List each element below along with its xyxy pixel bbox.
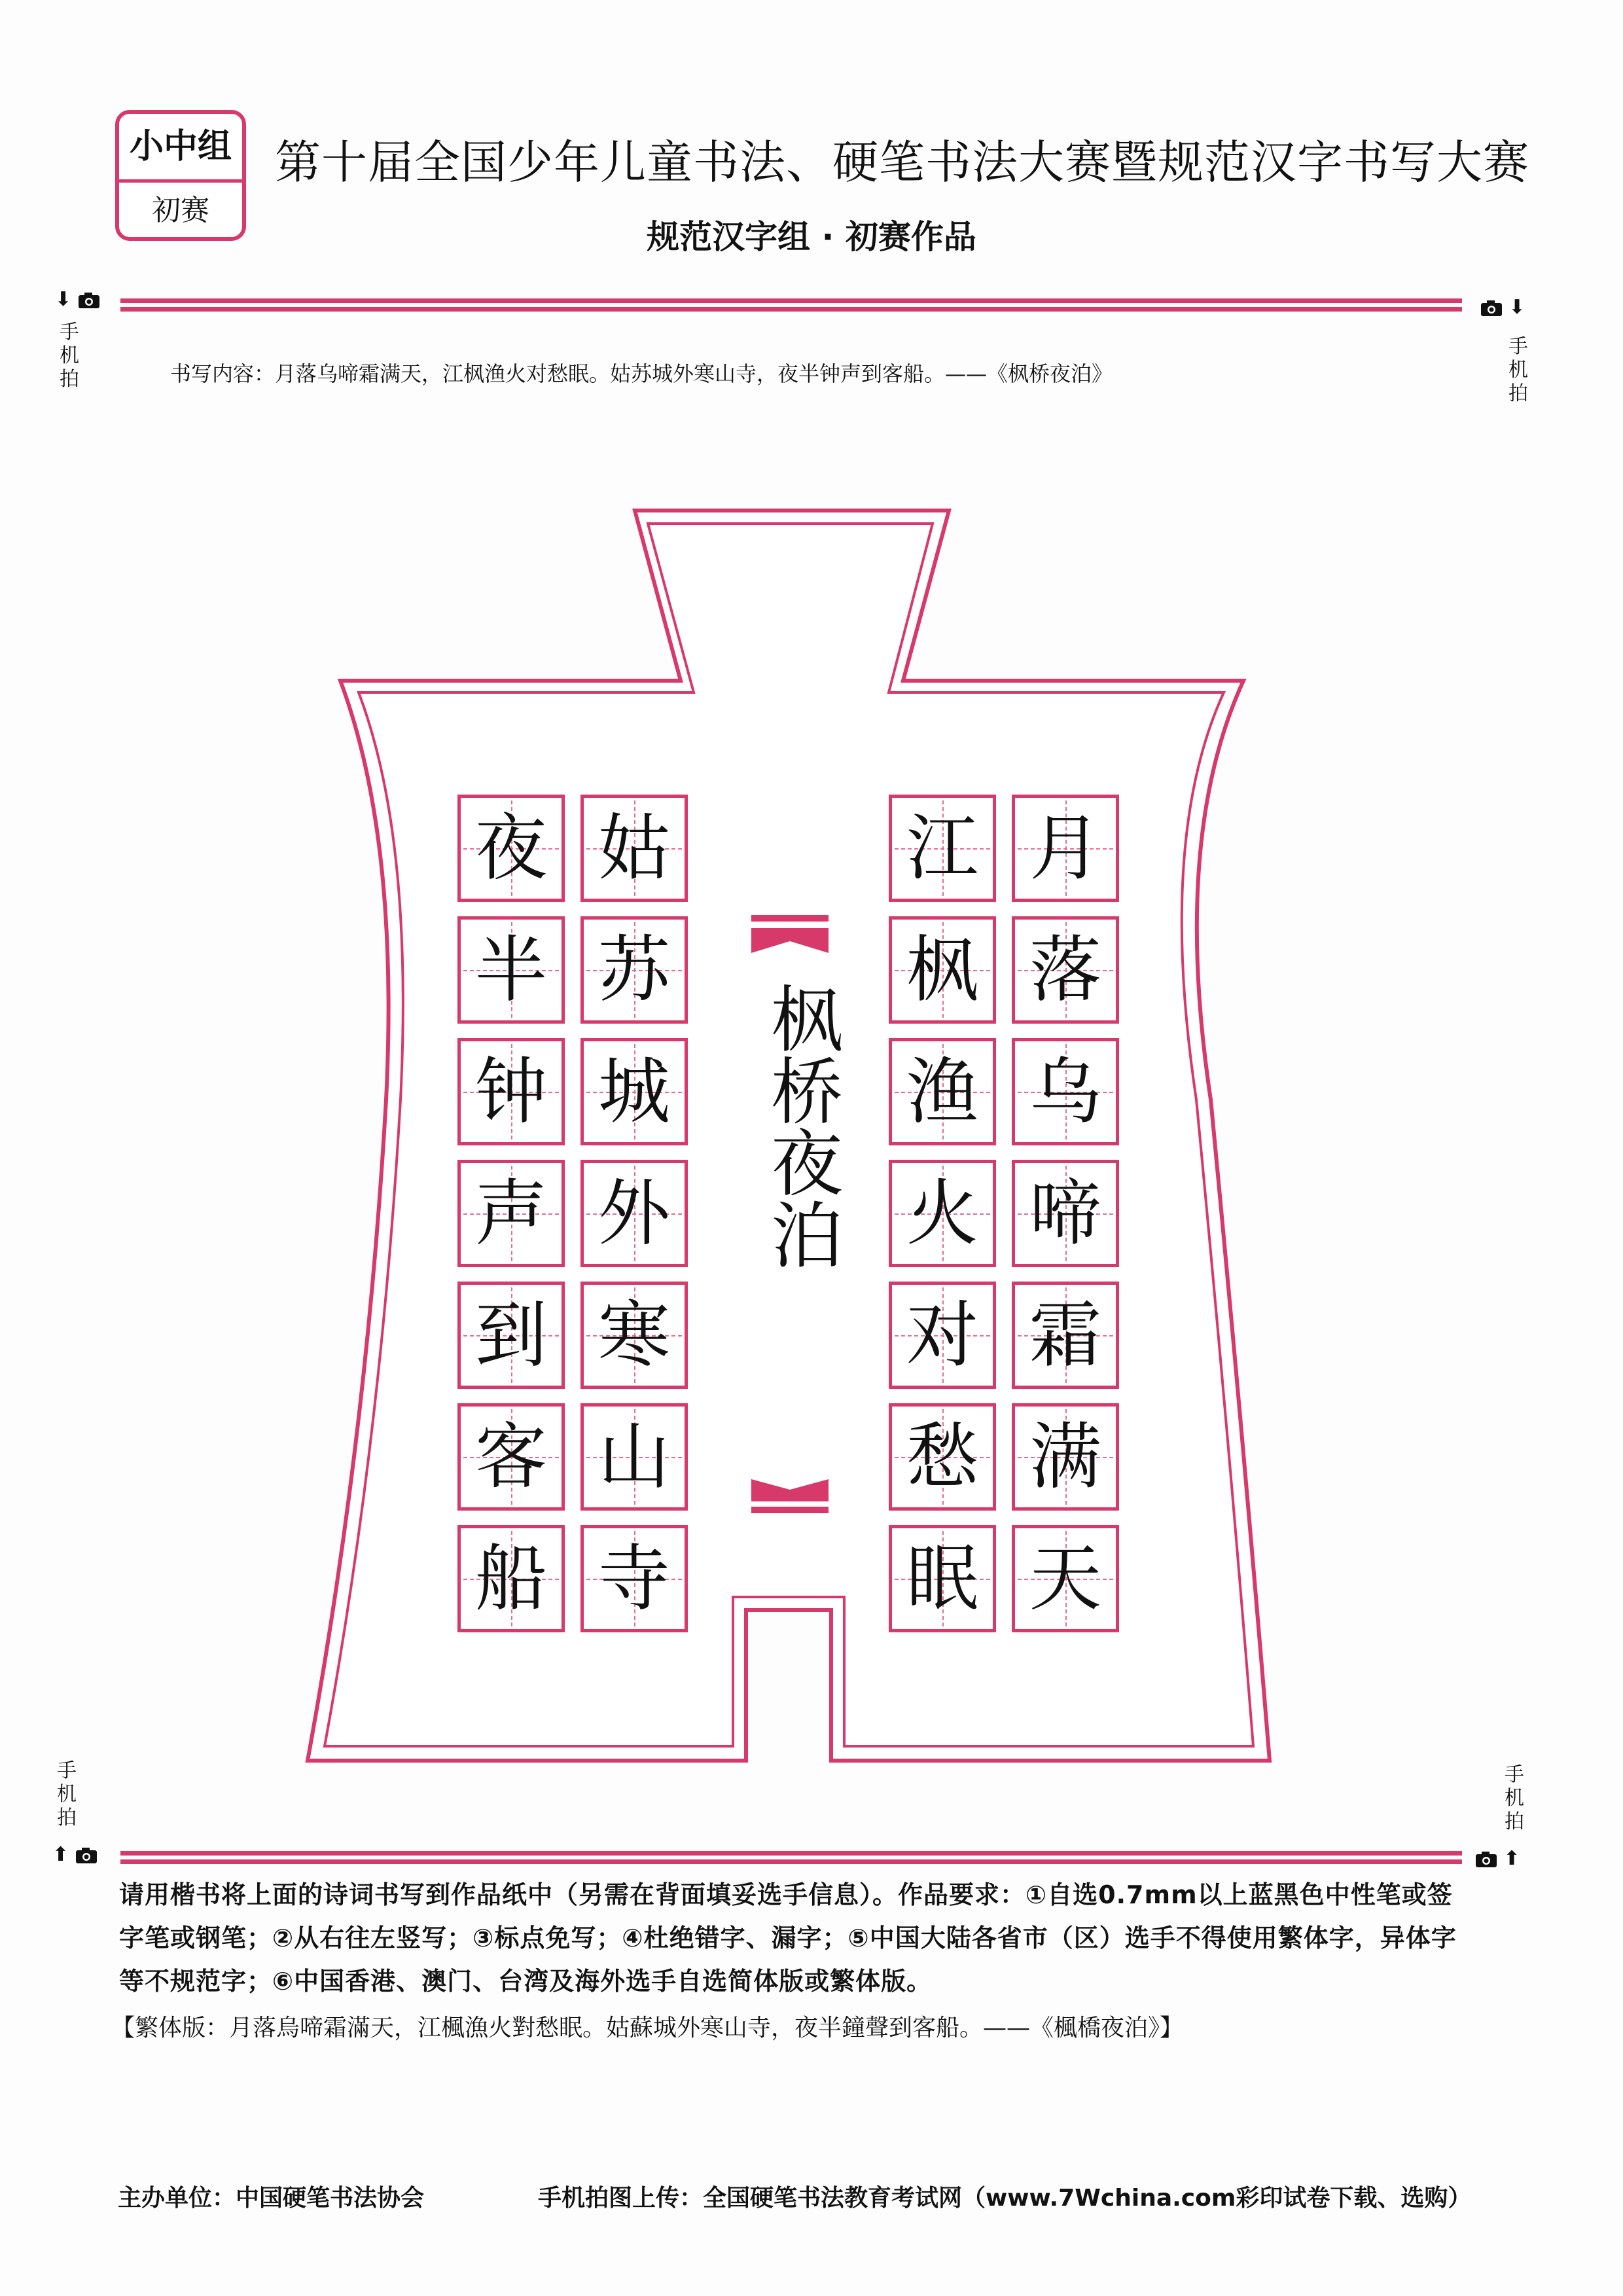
grid-cell: [457, 1525, 565, 1632]
arrow-up-icon: ⬆: [52, 1843, 69, 1866]
handwritten-character: 苏: [598, 928, 670, 1012]
arrow-down-icon: ⬇: [55, 288, 72, 311]
grid-cell: [457, 1160, 565, 1267]
handwritten-character: 愁: [906, 1415, 978, 1499]
organizer-text: 主办单位：中国硬笔书法协会: [118, 2185, 425, 2212]
handwritten-character: 啼: [1029, 1172, 1101, 1255]
top-left-phone-label: 手 机 拍: [60, 321, 79, 391]
camera-icon: [75, 1847, 98, 1864]
grid-cell: [457, 1403, 565, 1511]
grid-cell: [580, 1282, 688, 1389]
handwritten-character: 客: [475, 1415, 547, 1499]
grid-cell: [580, 1038, 688, 1145]
bottom-right-phone-label: 手 机 拍: [1505, 1763, 1524, 1833]
traditional-version-text: 【繁体版：月落烏啼霜滿天，江楓漁火對愁眠。姑蘇城外寒山寺，夜半鐘聲到客船。——《楓橋夜泊》】: [111, 2015, 1184, 2041]
handwritten-character: 夜: [475, 806, 547, 890]
requirements-text: 请用楷书将上面的诗词书写到作品纸中（另需在背面填妥选手信息）。作品要求：①自选0.7mm以上蓝黑色中性笔或签字笔或钢笔；②从右往左竖写；③标点免写；④杜绝错字、漏字；⑤中国大陆各省市（区）选手不得使用繁体字，异体字等不规范字；⑥中国香港、澳门、台湾及海外选手自选简体版或繁体版。: [119, 1880, 1457, 1996]
handwritten-character: 满: [1029, 1415, 1101, 1499]
grid-cell: [889, 1160, 996, 1267]
grid-cell: [889, 1403, 996, 1511]
handwritten-character: 对: [906, 1293, 978, 1377]
handwritten-character: 船: [475, 1537, 547, 1621]
grid-cell: [457, 1282, 565, 1389]
grid-cell: [1012, 1160, 1119, 1267]
grid-cell: [457, 916, 565, 1024]
handwritten-character: 江: [906, 806, 978, 890]
handwritten-character: 寒: [598, 1293, 670, 1377]
handwritten-character: 声: [475, 1172, 547, 1255]
grid-cell: [889, 1282, 996, 1389]
top-right-phone-label: 手 机 拍: [1508, 335, 1528, 405]
camera-icon: [1475, 1851, 1497, 1868]
handwritten-character: 乌: [1029, 1050, 1101, 1134]
grid-cell: [457, 795, 565, 902]
grid-cell: [1012, 1525, 1119, 1632]
grid-cell: [1012, 1038, 1119, 1145]
grid-cell: [889, 916, 996, 1024]
handwritten-character: 寺: [598, 1537, 670, 1621]
badge-stage-label: 初赛: [152, 194, 209, 227]
arrow-down-icon: ⬇: [1508, 296, 1525, 319]
handwritten-character: 到: [475, 1293, 547, 1377]
handwritten-character: 枫: [906, 928, 978, 1012]
bottom-double-rule: [120, 1851, 1462, 1864]
arrow-up-icon: ⬆: [1503, 1847, 1520, 1870]
grid-cell: [580, 1403, 688, 1511]
bottom-left-phone-label: 手 机 拍: [57, 1759, 77, 1829]
badge-group-label: 小中组: [119, 114, 242, 183]
handwritten-character: 眠: [906, 1537, 978, 1621]
upload-info-text: 手机拍图上传：全国硬笔书法教育考试网（www.7Wchina.com彩印试卷下载、选购）: [538, 2185, 1472, 2212]
handwritten-character: 天: [1029, 1537, 1101, 1621]
handwritten-character: 外: [598, 1172, 670, 1255]
bottom-right-photo-marker: [1475, 1847, 1520, 1870]
handwritten-character: 落: [1029, 928, 1101, 1012]
grid-cell: [889, 1038, 996, 1145]
handwritten-character: 钟: [475, 1050, 547, 1134]
grid-cell: [889, 1525, 996, 1632]
grid-cell: [1012, 795, 1119, 902]
grid-cell: [1012, 1282, 1119, 1389]
grid-cell: [580, 795, 688, 902]
grid-cell: [457, 1038, 565, 1145]
handwritten-character: 月: [1029, 806, 1101, 890]
grid-cell: [889, 795, 996, 902]
grid-cell: [580, 1525, 688, 1632]
bottom-left-photo-marker: [52, 1843, 98, 1866]
handwritten-character: 半: [475, 928, 547, 1012]
writing-content-line: 书写内容：月落乌啼霜满天，江枫渔火对愁眠。姑苏城外寒山寺，夜半钟声到客船。——《枫桥夜泊》: [170, 361, 1113, 386]
handwritten-character: 姑: [598, 806, 670, 890]
handwritten-character: 霜: [1029, 1293, 1101, 1377]
handwritten-character: 山: [598, 1415, 670, 1499]
grid-cell: [580, 1160, 688, 1267]
handwritten-character: 火: [906, 1172, 978, 1255]
grid-cell: [580, 916, 688, 1024]
poem-title: 枫桥夜泊: [759, 982, 843, 1270]
grid-cell: [1012, 1403, 1119, 1511]
handwritten-character: 城: [598, 1050, 670, 1134]
grid-cell: [1012, 916, 1119, 1024]
page-subtitle: 规范汉字组 · 初赛作品: [647, 218, 976, 256]
handwritten-character: 渔: [906, 1050, 978, 1134]
page-title: 第十届全国少年儿童书法、硬笔书法大赛暨规范汉字书写大赛: [275, 135, 1529, 189]
